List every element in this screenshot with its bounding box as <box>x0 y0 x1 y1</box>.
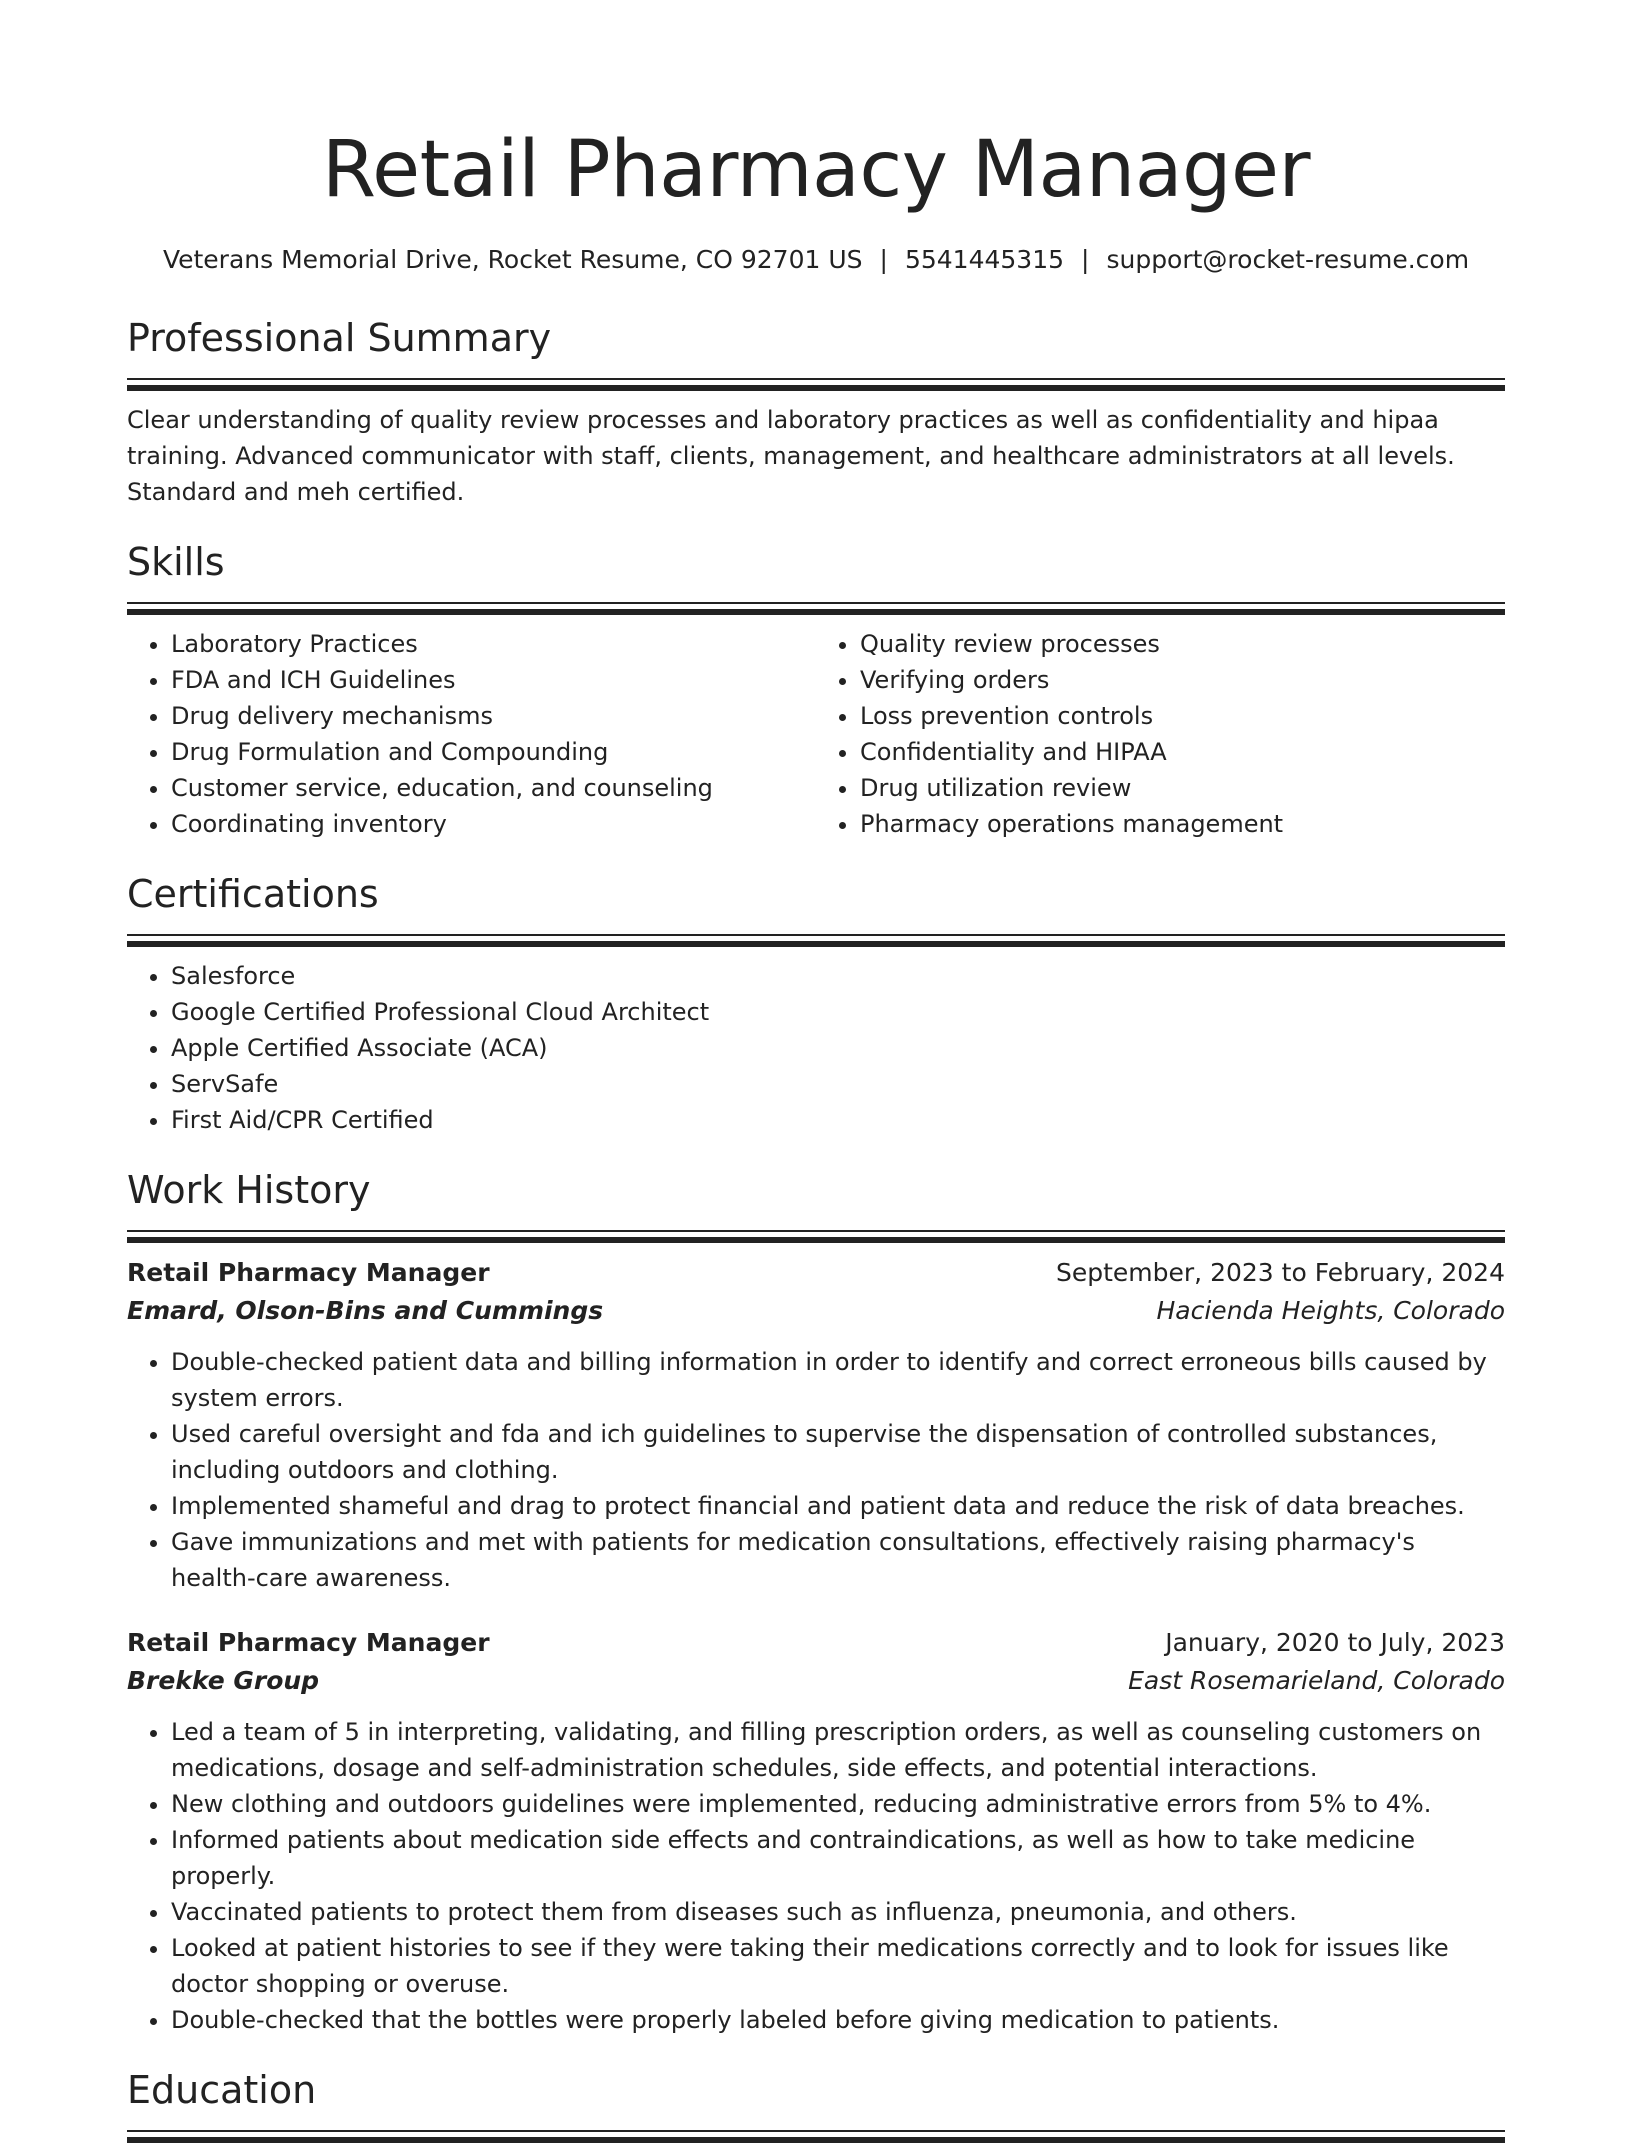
job-duty-item: • Used careful oversight and fda and ich guidelines to supervise the dispensation of controlled substances, including outdoors and clothing. <box>171 1416 1505 1488</box>
job-dates: September, 2023 to February, 2024 <box>1056 1258 1505 1287</box>
job-duty-item: • Led a team of 5 in interpreting, validating, and filling prescription orders, as well as counseling customers on medications, dosage and self-administration schedules, side effects, and potential interactions. <box>171 1714 1505 1786</box>
skill-item: • Drug utilization review <box>860 770 1505 806</box>
job-entry <box>127 1254 1505 1596</box>
summary-section <box>127 314 1505 510</box>
certifications-list <box>127 958 1505 1138</box>
skill-item: • Customer service, education, and counseling <box>171 770 816 806</box>
job-company-row <box>127 1292 1505 1330</box>
section-title-certifications: Certifications <box>127 872 379 916</box>
section-title-skills: Skills <box>127 540 225 584</box>
summary-text: Clear understanding of quality review processes and laboratory practices as well as confidentiality and hipaa training. Advanced communicator with staff, clients, management, and healthcare administrators at all levels. Standard and meh certified. <box>127 406 1455 506</box>
skills-list-right <box>816 626 1505 842</box>
contact-separator: | <box>879 245 888 274</box>
job-title: Retail Pharmacy Manager <box>127 1628 490 1657</box>
job-duty-item: • Looked at patient histories to see if they were taking their medications correctly and to look for issues like doctor shopping or overuse. <box>171 1930 1505 2002</box>
job-title: Retail Pharmacy Manager <box>127 1258 490 1287</box>
section-divider <box>127 378 1505 380</box>
section-divider <box>127 602 1505 604</box>
certification-item: • First Aid/CPR Certified <box>171 1102 1505 1138</box>
job-company: Emard, Olson-Bins and Cummings <box>127 1296 604 1325</box>
skill-item: • FDA and ICH Guidelines <box>171 662 816 698</box>
section-divider <box>127 2130 1505 2132</box>
contact-phone: 5541445315 <box>904 245 1065 274</box>
skill-item: • Quality review processes <box>860 626 1505 662</box>
job-dates: January, 2020 to July, 2023 <box>1165 1628 1505 1657</box>
job-duty-item: • Double-checked that the bottles were properly labeled before giving medication to patients. <box>171 2002 1505 2038</box>
skill-item: • Drug Formulation and Compounding <box>171 734 816 770</box>
section-title-work: Work History <box>127 1168 371 1212</box>
job-duty-item: • Informed patients about medication side effects and contraindications, as well as how to take medicine properly. <box>171 1822 1505 1894</box>
skill-item: • Loss prevention controls <box>860 698 1505 734</box>
education-section <box>127 2066 1505 2132</box>
skill-item: • Coordinating inventory <box>171 806 816 842</box>
job-company-row <box>127 1662 1505 1700</box>
section-divider <box>127 934 1505 936</box>
contact-address: Veterans Memorial Drive, Rocket Resume, CO 92701 US <box>162 245 863 274</box>
resume-name: Retail Pharmacy Manager <box>321 125 1311 215</box>
job-header-row <box>127 1254 1505 1292</box>
certification-item: • Apple Certified Associate (ACA) <box>171 1030 1505 1066</box>
job-location: East Rosemarieland, Colorado <box>1128 1666 1505 1695</box>
section-title-summary: Professional Summary <box>127 316 552 360</box>
job-duty-item: • Double-checked patient data and billing information in order to identify and correct erroneous bills caused by system errors. <box>171 1344 1505 1416</box>
certification-item: • Google Certified Professional Cloud Architect <box>171 994 1505 1030</box>
section-title-education: Education <box>127 2068 317 2112</box>
skill-item: • Pharmacy operations management <box>860 806 1505 842</box>
certification-item: • ServSafe <box>171 1066 1505 1102</box>
certifications-section <box>127 870 1505 1138</box>
job-duties-list <box>127 1714 1505 2038</box>
job-duty-item: • Implemented shameful and drag to protect financial and patient data and reduce the risk of data breaches. <box>171 1488 1505 1524</box>
job-duty-item: • Vaccinated patients to protect them from diseases such as influenza, pneumonia, and others. <box>171 1894 1505 1930</box>
contact-separator: | <box>1081 245 1090 274</box>
skill-item: • Laboratory Practices <box>171 626 816 662</box>
job-header-row <box>127 1624 1505 1662</box>
job-duty-item: • Gave immunizations and met with patients for medication consultations, effectively raising pharmacy's health-care awareness. <box>171 1524 1505 1596</box>
skills-section <box>127 538 1505 842</box>
contact-email: support@rocket-resume.com <box>1106 245 1470 274</box>
work-section <box>127 1166 1505 2038</box>
contact-line <box>127 244 1505 276</box>
job-entry <box>127 1624 1505 2038</box>
job-duties-list <box>127 1344 1505 1596</box>
skill-item: • Drug delivery mechanisms <box>171 698 816 734</box>
job-duty-item: • New clothing and outdoors guidelines were implemented, reducing administrative errors from 5% to 4%. <box>171 1786 1505 1822</box>
skill-item: • Verifying orders <box>860 662 1505 698</box>
job-location: Hacienda Heights, Colorado <box>1156 1296 1505 1325</box>
skill-item: • Confidentiality and HIPAA <box>860 734 1505 770</box>
certification-item: • Salesforce <box>171 958 1505 994</box>
section-divider <box>127 1230 1505 1232</box>
job-company: Brekke Group <box>127 1666 320 1695</box>
skills-list-left <box>127 626 816 842</box>
